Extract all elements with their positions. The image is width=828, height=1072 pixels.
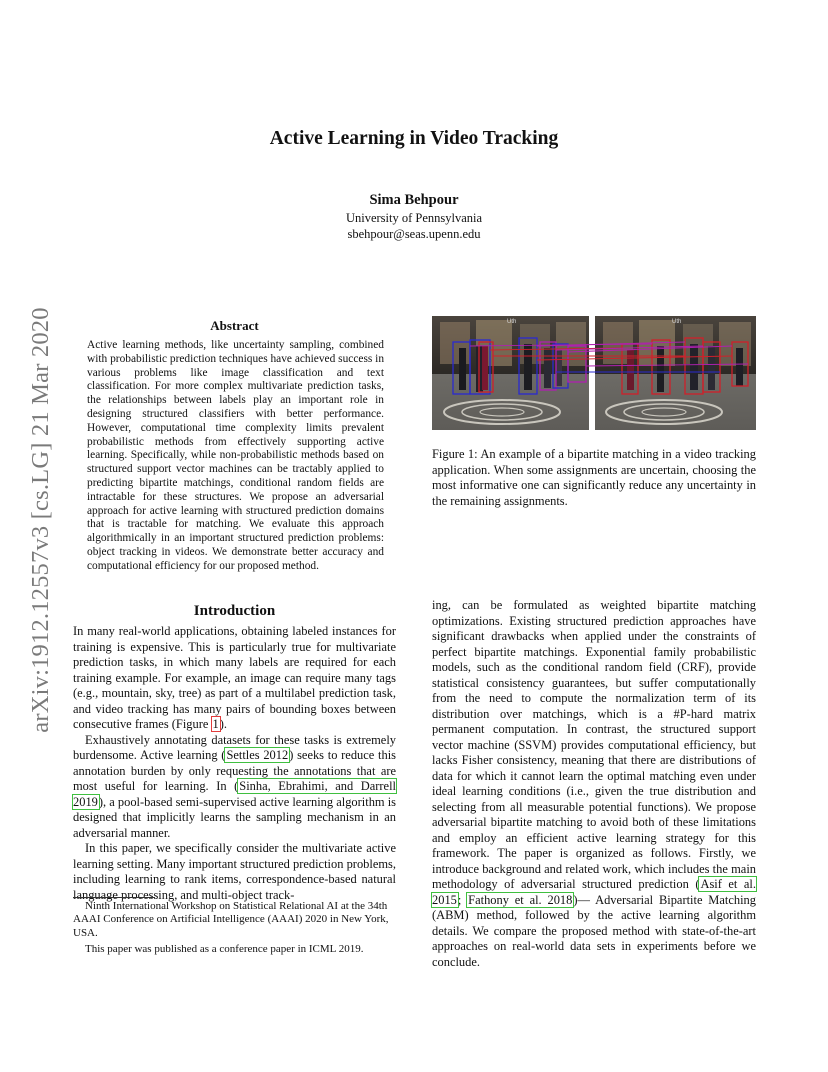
left-store-sign: Uth (507, 319, 517, 325)
arxiv-identifier: arXiv:1912.12557v3 [cs.LG] 21 Mar 2020 (27, 307, 54, 733)
right-store-sign: Uth (672, 319, 682, 325)
intro-paragraph-2 (73, 733, 396, 842)
footnotes (73, 900, 396, 957)
frame-right (595, 316, 756, 430)
abstract-heading: Abstract (210, 318, 259, 333)
figure-1-image (432, 316, 756, 430)
figure-1-caption: Figure 1: An example of a bipartite matching in a video tracking application. When some assignments are uncertain, choosing the most informative one can significantly reduce any uncertainty in the remaining assignments. (432, 447, 756, 508)
right-paragraph (432, 598, 756, 970)
intro-paragraph-3: In this paper, we specifically consider the multivariate active learning setting. Many important structured prediction problems, including learning to rank items, correspondence-based natural language processing, and multi-object track- (73, 841, 396, 902)
author-block (0, 210, 828, 242)
frame-left (432, 316, 589, 430)
intro-p2-text-3: ), a pool-based semi-supervised active learning algorithm is designed that implicitly learns the sampling mechanism in an adversarial manner. (73, 794, 396, 840)
citation-settles-2012[interactable]: Settles 2012 (226, 748, 289, 762)
intro-p1-text: In many real-world applications, obtaining labeled instances for training is expensive. This is particularly true for multivariate prediction tasks, in which many labels are required for each training example. For example, an image can require many tags (e.g., mountain, sky, tree) as part of a multilabel prediction task, and video tracking has many pairs of bounding boxes between consecutive frames (Figure (73, 624, 396, 731)
intro-p2-text-2: ) seeks to reduce this annotation burden by only requesting the annotations that are most useful for learning. In ( (73, 748, 396, 793)
right-column-body (432, 598, 756, 970)
citation-sinha-2019[interactable]: Sinha, Ebrahimi, and Darrell 2019 (73, 779, 396, 809)
footnote-icml: This paper was published as a conference paper in ICML 2019. (85, 943, 364, 956)
abstract-text: Active learning methods, like uncertainty sampling, combined with probabilistic prediction techniques have achieved success in various problems like image classification and text classification. For more complex multivariate prediction tasks, the relationships between labels play an important role in designing structured classifiers with better performance. However, computational time complexity limits prevalent probabilistic methods from effectively supporting active learning. Specifically, while non-probabilistic methods based on structured support vector machines can be tractably applied to predicting bipartite matchings, conditional random fields are intractable for these structures. We propose an adversarial approach for active learning with structured prediction domains that is tractable for matching. We evaluate this approach algorithmically in an important structured prediction problems: object tracking in videos. We demonstrate better accuracy and computational efficiency for our proposed method. (87, 339, 385, 572)
citation-asif-2015[interactable]: Asif et al. 2015 (432, 877, 756, 907)
footnote-workshop: Ninth International Workshop on Statistical Relational AI at the 34th AAAI Conference on Artificial Intelligence (AAAI) 2020 in New York, USA. (73, 900, 389, 939)
intro-p1-end: ). (219, 717, 227, 731)
right-p1-end: )— Adversarial Bipartite Matching (ABM) method, followed by the active learning algorithm details. We compare the proposed method with state-of-the-art approaches on real-world data sets in experiments before we conclude. (432, 892, 756, 969)
author-affiliation: University of Pennsylvania (345, 211, 483, 225)
citation-separator: ; (457, 892, 468, 907)
intro-p2-text: Exhaustively annotating datasets for these tasks is extremely burdensome. Active learning ( (73, 732, 396, 762)
figure-1-ref-link[interactable]: 1 (212, 717, 219, 731)
footnote-rule (73, 897, 155, 898)
video-tracking-frames (432, 316, 756, 430)
right-p1-text: ing, can be formulated as weighted bipartite matching optimizations. Existing structured prediction approaches have significant drawbacks when applied under the constraints of perfect bipartite matchings. Exponential family probabilistic models, such as the conditional random field (CRF), provide statistical consistency guarantees, but suffer computationally from the need to compute the normalization term of its distribution over matchings, which is a #P-hard matrix permanent computation. In contrast, the structured support vector machine (SSVM) provides computational efficiency, but lacks Fisher consistency, meaning that there are distributions of data for which it cannot learn the optimal matching even under ideal learning conditions (i.e., given the true distribution and selecting from all measurable potential functions). We propose adversarial bipartite matching to avoid both of these limitations and employ an efficient active learning strategy for this framework. The paper is organized as follows. Firstly, we introduce background and related work, which includes the main methodology of adversarial structured prediction ( (432, 598, 756, 891)
left-column-body (73, 624, 396, 903)
introduction-heading: Introduction (193, 603, 276, 619)
citation-fathony-2018[interactable]: Fathony et al. 2018 (468, 892, 573, 907)
author-name: Sima Behpour (369, 192, 459, 208)
author-email[interactable]: sbehpour@seas.upenn.edu (347, 227, 481, 241)
paper-title: Active Learning in Video Tracking (269, 128, 559, 149)
arxiv-identifier-sidebar (20, 280, 62, 760)
intro-paragraph-1 (73, 624, 396, 733)
